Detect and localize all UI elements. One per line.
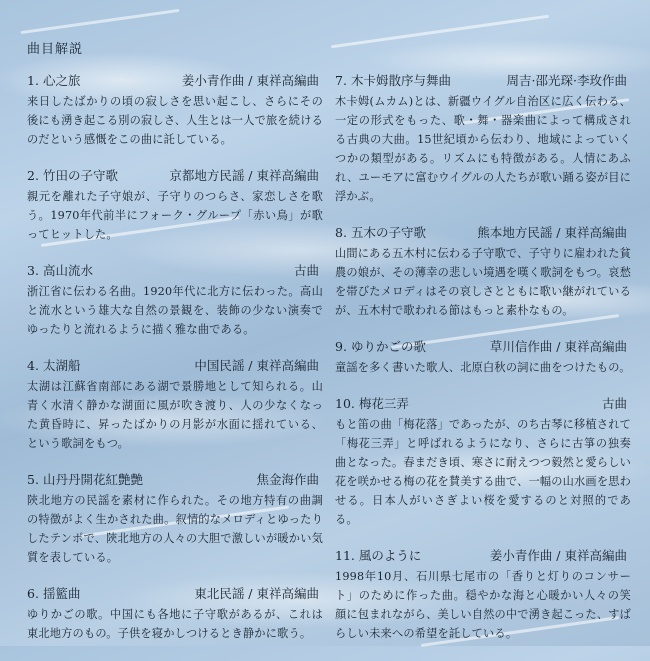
track-description: 太湖は江蘇省南部にある湖で景勝地として知られる。山青く水清く静かな湖面に風が吹き渡り、人の少なくなった黄昏時に、昇ったばかりの月影が水面に揺れている、という歌詞をもつ。 <box>27 380 323 450</box>
track-credit: 熊本地方民謡 / 東祥高編曲 <box>477 225 627 240</box>
track-title: 心之旅 <box>42 73 81 88</box>
track-title: 梅花三弄 <box>358 396 409 411</box>
track-number: 11. <box>335 548 355 563</box>
track-entry <box>27 262 323 339</box>
track-title: 竹田の子守歌 <box>42 168 118 183</box>
track-credit: 古曲 <box>293 263 319 278</box>
track-credit: 周吉·邵光琛·李玫作曲 <box>506 73 627 88</box>
track-credit: 姜小青作曲 / 東祥高編曲 <box>489 548 627 563</box>
track-description: 山間にある五木村に伝わる子守歌で、子守りに雇われた貧農の娘が、その薄幸の悲しい境遇を嘆く歌詞をもつ。哀愁を帯びたメロディはその哀しさとともに歌い継がれているが、五木村で歌われる節はもっと素朴なもの。 <box>335 247 631 317</box>
track-number: 8. <box>335 225 347 240</box>
track-description: 1998年10月、石川県七尾市の「香りと灯りのコンサート」のために作った曲。穏やかな海と心暖かい人々の笑顔に包まれながら、美しい自然の中で湧き起こった、すばらしい未来への希望を託している。 <box>335 570 631 640</box>
track-title: 風のように <box>358 548 422 563</box>
track-title: 高山流水 <box>42 263 93 278</box>
track-description: ゆりかごの歌。中国にも各地に子守歌があるが、これは東北地方のもの。子供を寝かしつけるとき静かに歌う。 <box>27 608 323 640</box>
track-description: 童謡を多く書いた歌人、北原白秋の詞に曲をつけたもの。 <box>335 361 631 374</box>
track-entry <box>335 338 631 377</box>
track-number: 3. <box>27 263 39 278</box>
track-heading <box>335 547 631 565</box>
track-number: 4. <box>27 358 39 373</box>
track-title: 太湖船 <box>42 358 81 373</box>
track-entry <box>27 585 323 643</box>
track-description: 浙江省に伝わる名曲。1920年代に北方に伝わった。高山と流水という雄大な自然の景観を、装飾の少ない演奏でゆったりと流れるように描く雅な曲である。 <box>27 285 323 336</box>
track-heading <box>27 262 323 280</box>
track-entry <box>335 395 631 529</box>
track-heading <box>335 224 631 242</box>
track-entry <box>335 224 631 320</box>
track-number: 10. <box>335 396 355 411</box>
track-credit: 姜小青作曲 / 東祥高編曲 <box>181 73 319 88</box>
track-credit: 中国民謡 / 東祥高編曲 <box>194 358 319 373</box>
track-title: ゆりかごの歌 <box>350 339 426 354</box>
track-title: 山丹丹開花紅艶艶 <box>42 472 143 487</box>
track-credit: 焦金海作曲 <box>256 472 319 487</box>
track-entry <box>27 357 323 453</box>
page-title: 曲目解説 <box>27 42 84 57</box>
track-heading <box>27 72 323 90</box>
track-description: もと笛の曲「梅花落」であったが、のち古琴に移植されて「梅花三弄」と呼ばれるようになり、さらに古箏の独奏曲となった。春まだき頃、寒さに耐えつつ毅然と愛らしい花を咲かせる梅の花を賛美する曲で、一幅の山水画を思わせる。日本人がいさぎよい桜を愛するのと対照的である。 <box>335 418 631 526</box>
track-credit: 草川信作曲 / 東祥高編曲 <box>489 339 627 354</box>
track-heading <box>27 585 323 603</box>
track-credit: 東北民謡 / 東祥高編曲 <box>194 586 319 601</box>
track-entry <box>27 72 323 149</box>
track-entry <box>27 471 323 567</box>
right-column <box>335 72 631 661</box>
track-heading <box>335 395 631 413</box>
track-title: 五木の子守歌 <box>350 225 426 240</box>
track-credit: 京都地方民謡 / 東祥高編曲 <box>169 168 319 183</box>
track-number: 5. <box>27 472 39 487</box>
track-number: 7. <box>335 73 347 88</box>
track-entry <box>335 547 631 643</box>
track-credit: 古曲 <box>601 396 627 411</box>
track-number: 1. <box>27 73 39 88</box>
track-heading <box>27 167 323 185</box>
track-description: 来日したばかりの頃の寂しさを思い起こし、さらにその後にも湧き起こる別の寂しさ、人生とは一人で旅を続けるのだという感慨をこの曲に託している。 <box>27 95 323 146</box>
track-heading <box>27 357 323 375</box>
track-description: 親元を離れた子守娘が、子守りのつらさ、家恋しさを歌う。1970年代前半にフォーク・グループ「赤い鳥」が歌ってヒットした。 <box>27 190 323 241</box>
track-heading <box>335 338 631 356</box>
track-entry <box>27 167 323 244</box>
track-description: 木卡姆(ムカム)とは、新疆ウイグル自治区に広く伝わる、一定の形式をもった、歌・舞・器楽曲によって構成される古典の大曲。15世紀頃から伝わり、地域によっていくつかの類型がある。リズムにも特徴がある。人情にあふれ、ユーモアに富むウイグルの人たちが歌い踊る姿が目に浮かぶ。 <box>335 95 631 203</box>
track-number: 2. <box>27 168 39 183</box>
track-entry <box>335 72 631 206</box>
track-description: 陝北地方の民謡を素材に作られた。その地方特有の曲調の特徴がよく生かされた曲。叙情的なメロディとゆったりしたテンポで、陝北地方の人々の大胆で激しいが暖かい気質を表している。 <box>27 494 323 564</box>
track-number: 6. <box>27 586 39 601</box>
track-heading <box>335 72 631 90</box>
left-column <box>27 72 323 661</box>
track-title: 木卡姆散序与舞曲 <box>350 73 451 88</box>
track-title: 揺籃曲 <box>42 586 81 601</box>
track-heading <box>27 471 323 489</box>
track-number: 9. <box>335 339 347 354</box>
